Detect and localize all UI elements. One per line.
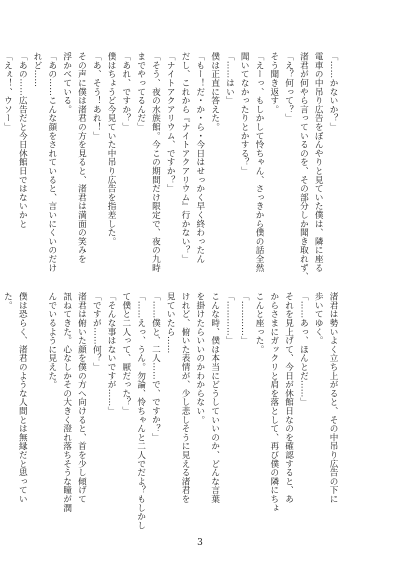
text-line: 「……えっ、うん。勿論、怜ちゃんと二人でだよ？もしかし <box>135 292 146 530</box>
text-line: 「あの……広告だと今日休館日ではないかと <box>17 52 28 228</box>
text-line: そう聞き返す。 <box>268 52 279 114</box>
text-line: 「……あっ、ほんとだ……」 <box>298 292 309 407</box>
text-line: 「…………」 <box>239 292 250 345</box>
text-line: こんと座った。 <box>254 292 265 354</box>
text-line: こんな時、僕は本当にどうしていいのか、どんな言葉 <box>209 292 220 504</box>
text-line: 僕はちょうど今見ていた中吊り広告を指差した。 <box>106 52 117 246</box>
text-line: 「えぇ！、ウソー」 <box>2 52 13 132</box>
text-line: その声に僕は渚君の方を見ると、渚君は満面の笑みを <box>76 52 87 264</box>
text-line: けれど、俯いた表情が、少し悲しそうに見える渚君を <box>180 292 191 504</box>
text-line: 「……はい」 <box>224 52 235 105</box>
text-line: 「あ、そう！あれ！」 <box>91 52 102 140</box>
text-line: 浮かべている。 <box>61 52 72 114</box>
text-line: 僕は正直に答えた。 <box>209 52 220 132</box>
text-line <box>29 292 44 524</box>
text-line: 電車の中吊り広告をぼんやりと見ていた僕は、隣に座る <box>313 52 324 272</box>
text-line: 「ですが……何？」 <box>91 292 102 372</box>
text-line: 「もー！だ・か・ら・今日はせっかく早く終わったん <box>194 52 205 264</box>
text-line: 「あの……こんな顔をされていると、言いにくいのだけ <box>46 52 57 272</box>
text-line: 「そう、夜の水族館。今この期間だけ限定で、夜の九時 <box>150 52 161 272</box>
text-line: 渚君は勢いよく立ち上がると、その中吊り広告の下に <box>328 292 338 504</box>
text-line: 渚君は俯いた顔を僕の方へ向けると、首を少し傾げて <box>76 292 87 504</box>
text-line: 「え？何って？」 <box>283 52 294 123</box>
text-line: までやってるんだ」 <box>135 52 146 132</box>
text-line: 「ナイトアクアリウム、ですか？」 <box>165 52 176 193</box>
page-number: 3 <box>197 538 203 548</box>
text-line: 「そんな事はないですが……」 <box>106 292 117 416</box>
text-line: 聞いてなかったりとかする？」 <box>239 52 250 176</box>
upper-text-block <box>2 52 340 281</box>
text-line: 「あれ、ですか？」 <box>120 52 131 132</box>
text-line: 見ていたら…… <box>165 292 176 354</box>
text-line: れど…… <box>32 52 43 88</box>
text-line: からさまにガックリと肩を落として、再び僕の隣にちょ <box>268 292 279 512</box>
text-line: んでいるように見えた。 <box>46 292 57 389</box>
text-line: 渚君が何やら言っているのを、その部分しか聞き取れず、 <box>298 52 309 281</box>
text-line: た。 <box>2 292 13 310</box>
text-line: それを見上げて、今日が休館日なのを確認すると、あ <box>283 292 294 504</box>
text-line: て僕と二人って、厭だった？」 <box>120 292 131 416</box>
text-line: 「…………」 <box>224 292 235 345</box>
text-line: 「えーっ、もしかして怜ちゃん、さっきから僕の話全然 <box>254 52 265 272</box>
text-line: 「……かないか？」 <box>328 52 338 132</box>
text-line: 訊ねてきた。心なしかその大きく澄れ落ちそうな瞳が潤 <box>61 292 72 512</box>
text-line: 歩いてゆく。 <box>313 292 324 345</box>
text-line: を掛けたらいいのかわからない。 <box>194 292 205 424</box>
text-line: だし、これから『ナイトアクアリウム』行かない？」 <box>180 52 191 264</box>
text-line: 「……僕と、二人……で、ですか？」 <box>150 292 161 442</box>
text-line: 僕は恐らく、渚君のような人間とは無縁だと思ってい <box>17 292 28 504</box>
lower-text-block <box>2 292 340 530</box>
